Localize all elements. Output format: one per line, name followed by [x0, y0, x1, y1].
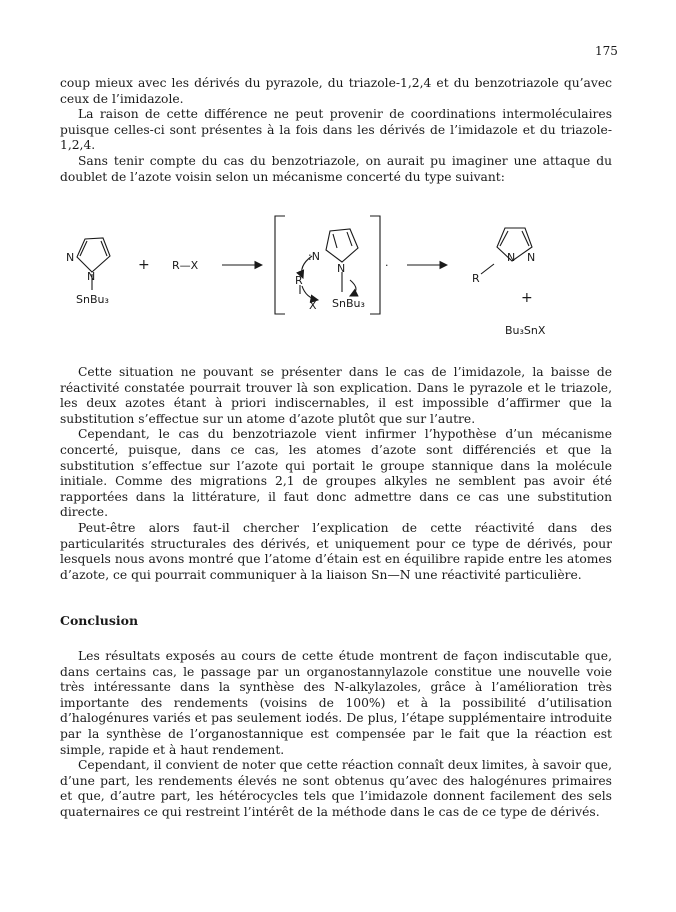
n-label: N — [337, 262, 346, 275]
paragraph: Les résultats exposés au cours de cette étude montrent de façon indiscutable que, dans certains cas, le passage par un organostannylazole constitue une nouvelle voie très intéressante dans la synthèse des N-alkylazoles, grâce à l’amélioration très importante des rendements (voisins de 100%) et à la possibilité d’utilisation d’halogénures variés et pas seulement iodés. De plus, l’étape supplémentaire introduite par la synthèse de l’organostannique est compensée par le fait que la réaction est simple, rapide et à haut rendement. — [60, 649, 612, 757]
x-label: X — [309, 299, 317, 312]
svg-text:·: · — [385, 259, 389, 272]
double-bond — [333, 234, 337, 248]
double-bond — [522, 231, 529, 246]
paragraph: La raison de cette différence ne peut provenir de coordinations intermoléculaires puisque celles-ci sont présentes à la fois dans les dérivés de l’imidazole et du triazole-1,2,4. — [60, 107, 612, 153]
reaction-scheme — [0, 210, 676, 355]
rx-label: R—X — [172, 259, 199, 272]
right-bracket — [370, 216, 380, 314]
r-label: R — [472, 272, 480, 285]
plus-sign: + — [521, 290, 533, 306]
n-label: N — [507, 251, 516, 264]
r-label: R — [295, 274, 303, 287]
curved-arrow — [350, 280, 356, 296]
intro-text — [60, 76, 612, 185]
conclusion-text — [60, 649, 612, 821]
curved-arrow — [302, 286, 318, 300]
pyrazole-ring — [77, 238, 110, 272]
n-label: N — [66, 251, 75, 264]
paragraph: Sans tenir compte du cas du benzotriazole, on aurait pu imaginer une attaque du doublet de l’azote voisin selon un mécanisme concerté du type suivant: — [60, 153, 612, 184]
snbu3-label: SnBu₃ — [76, 293, 109, 306]
n-lone-pair-label: :N — [308, 250, 320, 263]
discussion-text — [60, 365, 612, 583]
paragraph: Cette situation ne pouvant se présenter dans le cas de l’imidazole, la baisse de réactivité constatée pourrait trouver là son explication. Dans le pyrazole et le triazole, les deux azotes étant à priori indiscernables, il est impossible d’affirmer que la substitution s’effectue sur un atome d’azote plutôt que sur l’autre. — [60, 365, 612, 426]
paragraph: Peut-être alors faut-il chercher l’explication de cette réactivité dans des particularités structurales des dérivés, et uniquement pour ce type de dérivés, pour lesquels nous avons montré que l’atome d’étain est en équilibre rapide entre les atomes d’azote, ce qui pourrait communiquer à la liaison Sn—N une réactivité particulière. — [60, 520, 612, 582]
paragraph: coup mieux avec les dérivés du pyrazole, du triazole-1,2,4 et du benzotriazole qu’avec ceux de l’imidazole. — [60, 76, 612, 106]
double-bond — [500, 231, 508, 246]
section-heading: Conclusion — [60, 613, 139, 628]
n-r-bond — [481, 264, 494, 274]
double-bond — [101, 241, 107, 256]
plus-sign: + — [138, 257, 150, 273]
left-bracket — [275, 216, 285, 314]
paragraph: Cependant, le cas du benzotriazole vient infirmer l’hypothèse d’un mécanisme concerté, puisque, dans ce cas, les atomes d’azote sont différenciés et que la substitution s’effectue sur l’azote qui portait le groupe stannique dans la molécule initiale. Comme des migrations 2,1 de groupes alkyles ne semblent pas avoir été rapportées dans la littérature, il faut donc admettre dans ce cas une substitution directe. — [60, 427, 612, 520]
n-label: N — [87, 270, 96, 283]
double-bond — [347, 232, 352, 246]
snbu3-label: SnBu₃ — [332, 297, 365, 310]
ts-ring — [326, 229, 358, 262]
n-label: N — [527, 251, 536, 264]
paragraph: Cependant, il convient de noter que cette réaction connaît deux limites, à savoir que, d’une part, les rendements élevés ne sont obtenus qu’avec des halogénures primaires et que, d’autre part, les hétérocycles tels que l’imidazole donnent facilement des sels quaternaires ce qui restreint l’intérêt de la méthode dans le cas de ce type de dérivés. — [60, 758, 612, 819]
byproduct-label: Bu₃SnX — [505, 324, 546, 337]
page-number: 175 — [595, 44, 618, 58]
